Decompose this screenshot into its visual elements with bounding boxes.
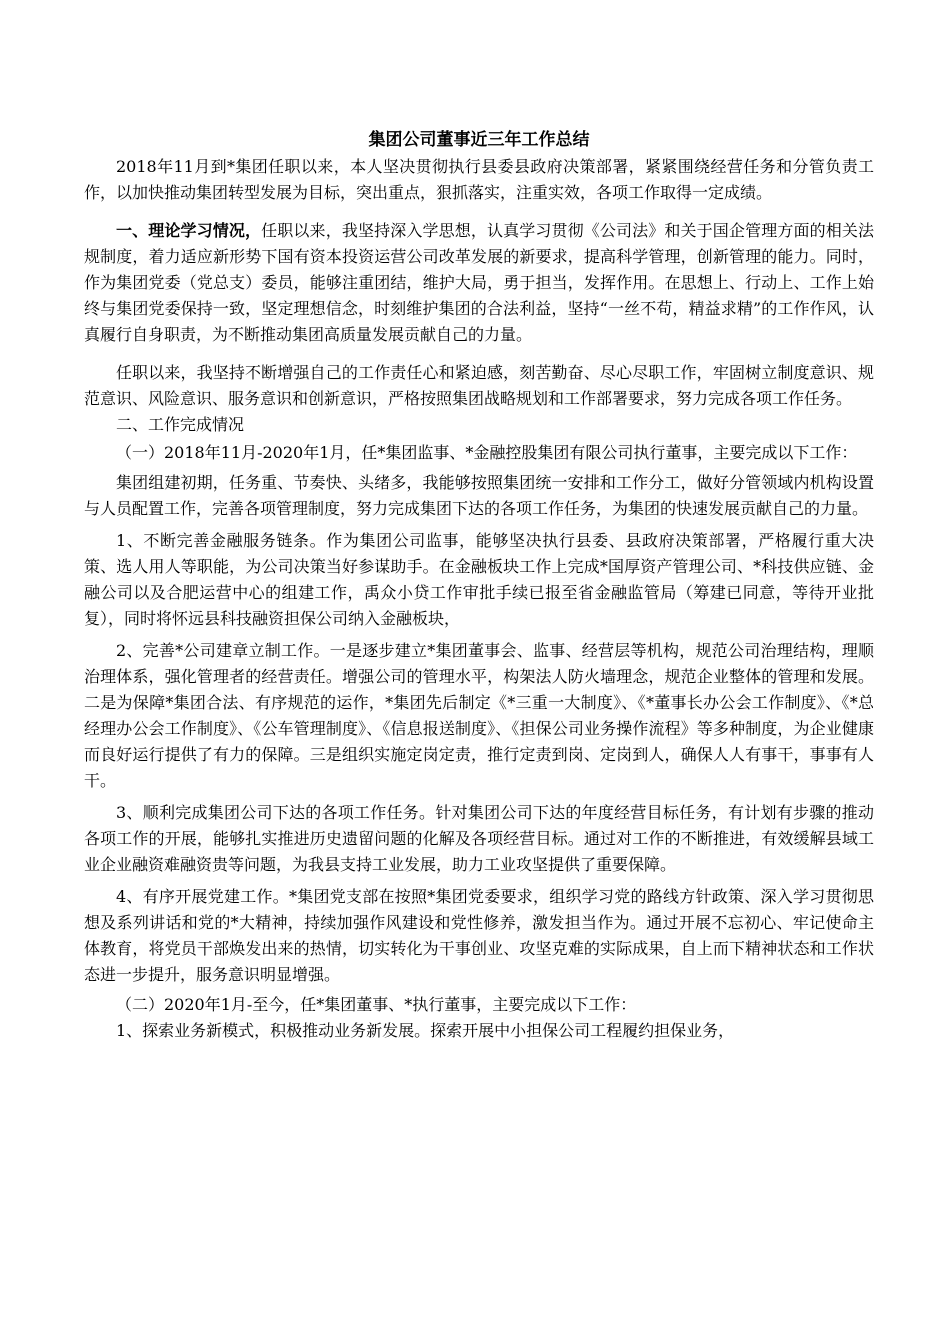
subsection1-intro: 集团组建初期，任务重、节奏快、头绪多，我能够按照集团统一安排和工作分工，做好分管领域内机构设置与人员配置工作，完善各项管理制度，努力完成集团下达的各项工作任务，为集团的快速发展贡献自己的力量。	[84, 473, 874, 518]
subsection2-item1: 1、探索业务新模式，积极推动业务新发展。探索开展中小担保公司工程履约担保业务，	[116, 1021, 735, 1040]
document-page	[84, 126, 874, 1044]
item3-paragraph: 3、顺利完成集团公司下达的各项工作任务。针对集团公司下达的年度经营目标任务，有计划有步骤的推动各项工作的开展，能够扎实推进历史遗留问题的化解及各项经营目标。通过对工作的不断推进，有效缓解县域工业企业融资难融资贵等问题，为我县支持工业发展，助力工业攻坚提供了重要保障。	[84, 803, 874, 874]
subsection2-heading: （二）2020年1月-至今，任*集团董事、*执行董事，主要完成以下工作：	[116, 995, 637, 1014]
item4-paragraph: 4、有序开展党建工作。*集团党支部在按照*集团党委要求，组织学习党的路线方针政策、深入学习贯彻思想及系列讲话和党的*大精神，持续加强作风建设和党性修养，激发担当作为。通过开展不忘初心、牢记使命主体教育，将党员干部焕发出来的热情，切实转化为干事创业、攻坚克难的实际成果，自上而下精神状态和工作状态进一步提升，服务意识明显增强。	[84, 887, 874, 984]
section2-heading: 二、工作完成情况	[116, 415, 245, 434]
document-title: 集团公司董事近三年工作总结	[368, 130, 590, 150]
section1-heading: 一、理论学习情况，	[116, 221, 262, 240]
duty-paragraph: 任职以来，我坚持不断增强自己的工作责任心和紧迫感，刻苦勤奋、尽心尽职工作，牢固树立制度意识、规范意识、风险意识、服务意识和创新意识，严格按照集团战略规划和工作部署要求，努力完成各项工作任务。	[84, 363, 874, 408]
item1-paragraph: 1、不断完善金融服务链条。作为集团公司监事，能够坚决执行县委、县政府决策部署，严格履行重大决策、选人用人等职能，为公司决策当好参谋助手。在金融板块工作上完成*国厚资产管理公司、*科技供应链、金融公司以及合肥运营中心的组建工作，禹众小贷工作审批手续已报至省金融监管局（筹建已同意，等待开业批复），同时将怀远县科技融资担保公司纳入金融板块，	[84, 531, 874, 628]
subsection1-heading: （一）2018年11月-2020年1月，任*集团监事、*金融控股集团有限公司执行董事，主要完成以下工作：	[116, 443, 858, 462]
item2-paragraph: 2、完善*公司建章立制工作。一是逐步建立*集团董事会、监事、经营层等机构，规范公司治理结构，理顺治理体系，强化管理者的经营责任。增强公司的管理水平，构架法人防火墙理念，规范企业整体的管理和发展。二是为保障*集团合法、有序规范的运作，*集团先后制定《*三重一大制度》、《*董事长办公会工作制度》、《*总经理办公会工作制度》、《公车管理制度》、《信息报送制度》、《担保公司业务操作流程》等多种制度，为企业健康而良好运行提供了有力的保障。三是组织实施定岗定责，推行定责到岗、定岗到人，确保人人有事干，事事有人干。	[84, 641, 874, 790]
intro-paragraph: 2018年11月到*集团任职以来，本人坚决贯彻执行县委县政府决策部署，紧紧围绕经营任务和分管负责工作，以加快推动集团转型发展为目标，突出重点，狠抓落实，注重实效，各项工作取得一定成绩。	[84, 157, 874, 202]
theory-study-paragraph	[84, 218, 874, 348]
section1-text: 任职以来，我坚持深入学思想，认真学习贯彻《公司法》和关于国企管理方面的相关法规制度，着力适应新形势下国有资本投资运营公司改革发展的新要求，提高科学管理，创新管理的能力。同时，作为集团党委（党总支）委员，能够注重团结，维护大局，勇于担当，发挥作用。在思想上、行动上、工作上始终与集团党委保持一致，坚定理想信念，时刻维护集团的合法利益，坚持“一丝不苟，精益求精”的工作作风，认真履行自身职责，为不断推动集团高质量发展贡献自己的力量。	[84, 221, 874, 344]
